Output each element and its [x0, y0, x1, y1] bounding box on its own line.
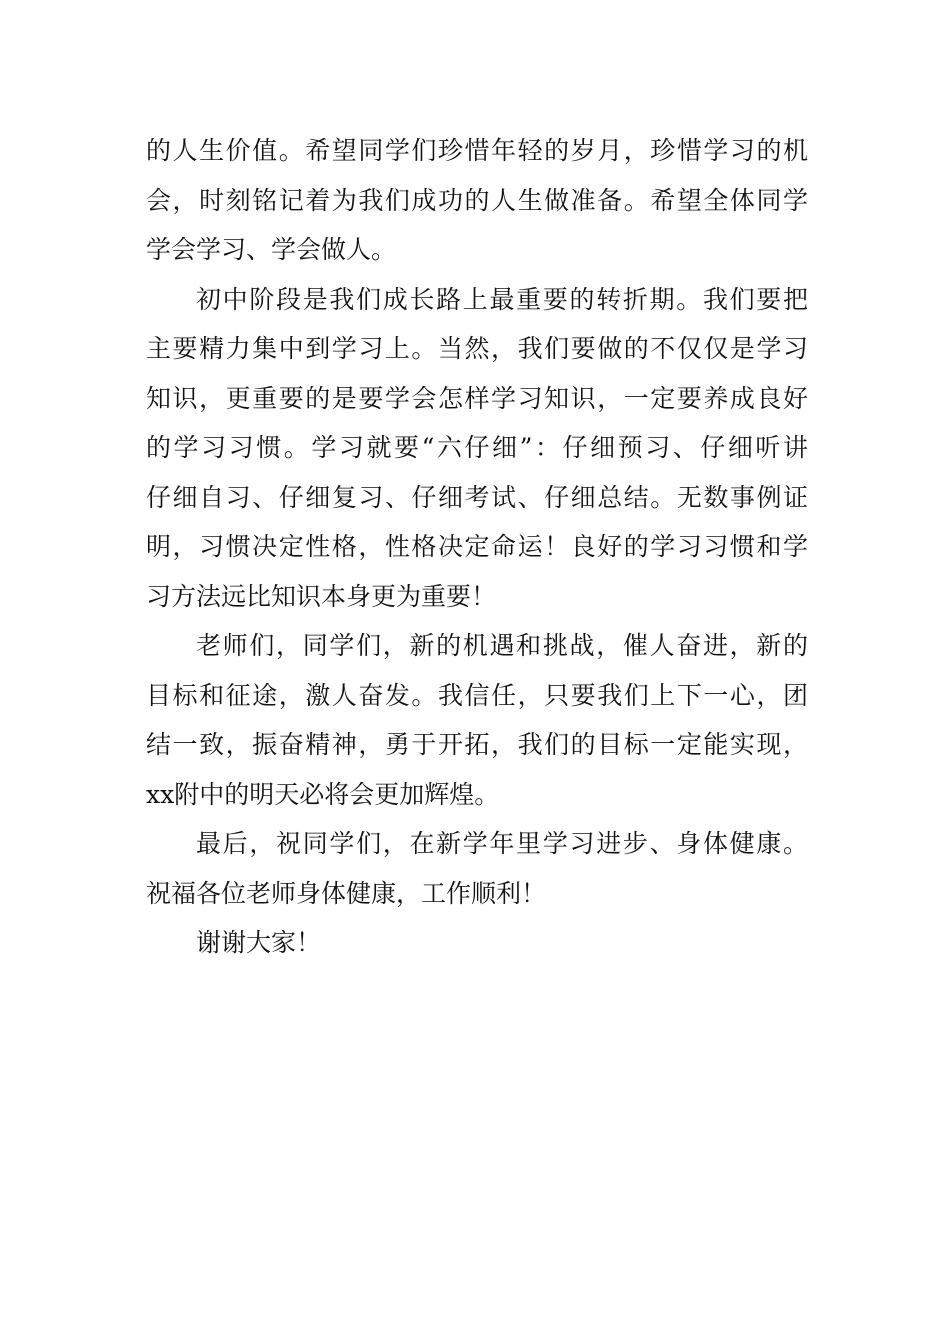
text-line: 的学习习惯。学习就要“六仔细”：仔细预习、仔细听讲 [146, 433, 808, 462]
text-line: 学会学习、学会做人。 [146, 235, 397, 264]
text-line: 的人生价值。希望同学们珍惜年轻的岁月，珍惜学习的机 [146, 136, 808, 165]
paragraph-5 [146, 918, 808, 968]
paragraph-1 [146, 126, 808, 275]
text-line: 明，习惯决定性格，性格决定命运！良好的学习习惯和学 [146, 532, 808, 561]
paragraph-4 [146, 819, 808, 918]
text-line: 初中阶段是我们成长路上最重要的转折期。我们要把 [196, 284, 808, 314]
text-line: 习方法远比知识本身更为重要！ [146, 581, 497, 611]
paragraph-2 [146, 275, 808, 622]
paragraph-3 [146, 621, 808, 819]
text-line: 知识，更重要的是要学会怎样学习知识，一定要养成良好 [146, 383, 808, 413]
text-line: 目标和征途，激人奋发。我信任，只要我们上下一心，团 [146, 680, 808, 710]
text-line: 祝福各位老师身体健康，工作顺利！ [146, 878, 547, 908]
text-line: 仔细自习、仔细复习、仔细考试、仔细总结。无数事例证 [146, 482, 808, 512]
text-line: 谢谢大家！ [196, 928, 322, 957]
text-line: 老师们，同学们，新的机遇和挑战，催人奋进，新的 [196, 631, 808, 660]
text-line: 最后，祝同学们，在新学年里学习进步、身体健康。 [196, 829, 808, 858]
text-line: xx附中的明天必将会更加辉煌。 [146, 779, 500, 809]
text-line: 会，时刻铭记着为我们成功的人生做准备。希望全体同学 [146, 185, 808, 215]
text-line: 主要精力集中到学习上。当然，我们要做的不仅仅是学习 [146, 334, 808, 363]
document-body [146, 126, 808, 968]
text-line: 结一致，振奋精神，勇于开拓，我们的目标一定能实现， [146, 730, 808, 759]
